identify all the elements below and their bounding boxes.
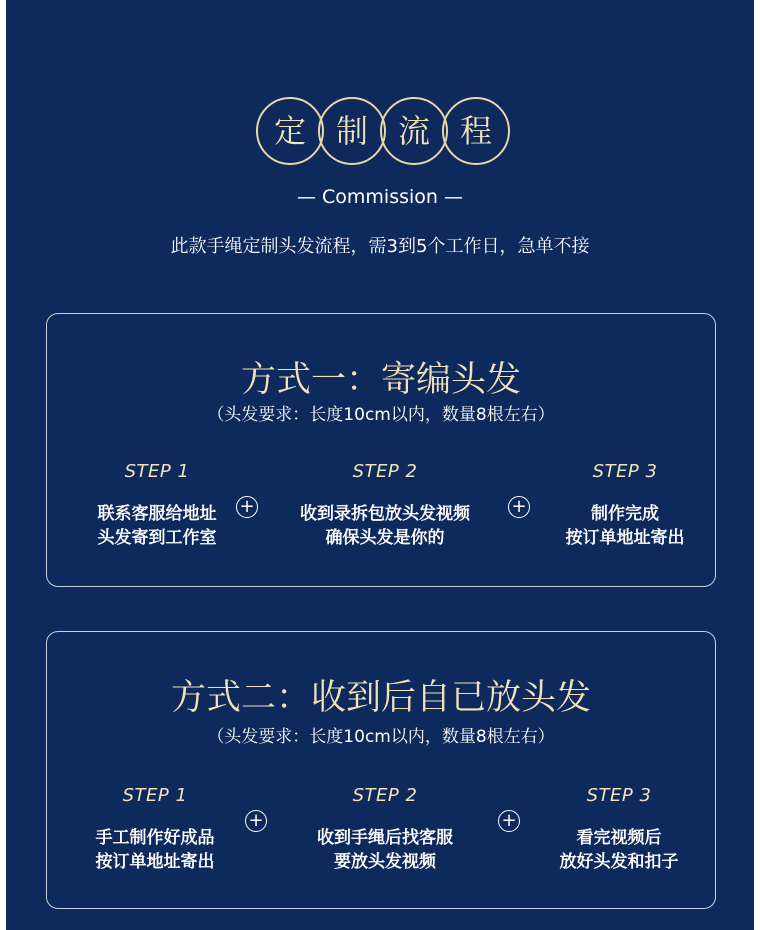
step-1 — [47, 461, 267, 550]
step-desc-line: 收到手绳后找客服 — [317, 828, 453, 848]
step-desc-line: 制作完成 — [591, 504, 659, 524]
step-label: STEP 3 — [586, 785, 652, 806]
step-1 — [45, 785, 265, 874]
step-desc-line: 收到录拆包放头发视频 — [300, 504, 470, 524]
method-title: 方式二：收到后自已放头发 — [170, 678, 591, 718]
intro-text: 此款手绳定制头发流程，需3到5个工作日，急单不接 — [170, 236, 590, 257]
step-description — [509, 826, 729, 874]
plus-icon: + — [245, 810, 267, 832]
step-desc-line: 要放头发视频 — [334, 852, 436, 872]
step-2 — [275, 461, 495, 550]
method-card-2 — [46, 631, 716, 909]
method-requirement: （头发要求：长度10cm以内，数量8根左右） — [207, 405, 555, 425]
step-3 — [515, 461, 735, 550]
subtitle: — Commission — — [296, 186, 463, 208]
step-desc-line: 看完视频后 — [576, 828, 662, 848]
page-title — [256, 97, 516, 165]
plus-icon: + — [508, 496, 530, 518]
step-label: STEP 3 — [592, 461, 658, 482]
step-desc-line: 联系客服给地址 — [97, 504, 217, 524]
step-desc-line: 按订单地址寄出 — [95, 852, 215, 872]
title-char-1: 定 — [256, 97, 324, 165]
step-description — [275, 502, 495, 550]
plus-icon: + — [498, 810, 520, 832]
page-background — [6, 0, 754, 930]
title-char-4: 程 — [442, 97, 510, 165]
step-label: STEP 1 — [124, 461, 190, 482]
step-desc-line: 放好头发和扣子 — [559, 852, 679, 872]
method-requirement: （头发要求：长度10cm以内，数量8根左右） — [207, 727, 555, 747]
method-title: 方式一：寄编头发 — [240, 360, 521, 400]
step-description — [47, 502, 267, 550]
step-label: STEP 1 — [122, 785, 188, 806]
title-char-2: 制 — [318, 97, 386, 165]
step-desc-line: 头发寄到工作室 — [97, 528, 217, 548]
title-char-3: 流 — [380, 97, 448, 165]
method-card-1 — [46, 313, 716, 587]
step-label: STEP 2 — [352, 785, 418, 806]
step-description — [515, 502, 735, 550]
step-label: STEP 2 — [352, 461, 418, 482]
step-desc-line: 确保头发是你的 — [325, 528, 445, 548]
step-2 — [275, 785, 495, 874]
step-desc-line: 按订单地址寄出 — [565, 528, 685, 548]
step-desc-line: 手工制作好成品 — [95, 828, 215, 848]
step-3 — [509, 785, 729, 874]
step-description — [45, 826, 265, 874]
step-description — [275, 826, 495, 874]
plus-icon: + — [236, 496, 258, 518]
